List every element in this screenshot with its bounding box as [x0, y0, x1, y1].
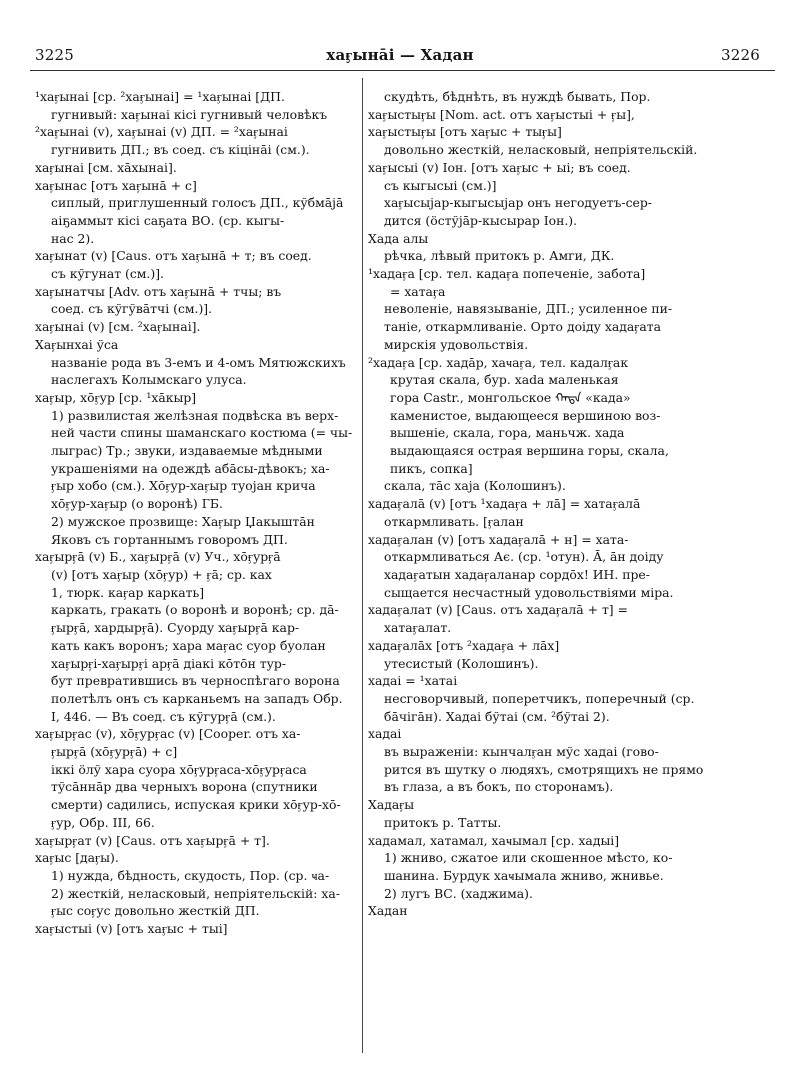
entry-text-line: выдающаяся острая вершина горы, скала,	[390, 443, 669, 459]
entry-text-line: каркать, гракать (о воронѣ и воронѣ; ср. дā-	[51, 602, 339, 618]
entry-text-line: 2) лугъ ВС. (хаджима).	[384, 885, 533, 901]
entry-text-line: откармливать. [ӻалан	[384, 513, 524, 529]
entry-text-line: ней части спины шаманскаго костюма (= чы-	[51, 425, 353, 441]
right-column	[368, 88, 768, 920]
entry-text-line: 1, тюрк. каӻар каркать]	[51, 584, 205, 600]
entry-headword-line: хаӻыстыӻы [Nom. act. отъ хаӻыстыі + ӻы],	[368, 106, 635, 122]
entry-text-line: тўсāннāр два черныхъ ворона (спутники	[51, 779, 318, 795]
entry-text-line: іккі öлў хара суора хōӻурӻаса-хōӻурӻаса	[51, 761, 307, 777]
entry-headword-line: хаӻырӻас (v), хōӻурӻас (v) [Cooper. отъ ха-	[35, 726, 301, 742]
entry-text-line: гугнивить ДП.; въ соед. съ кіцінāі (см.).	[51, 142, 310, 158]
entry-text-line: (v) [отъ хаӻыр (хōӻур) + ӻā; ср. ках	[51, 566, 272, 582]
entry-text-line: пикъ, сопка]	[390, 460, 473, 476]
entry-headword-line: хадаӻалан (v) [отъ хадаӻалā + н] = хата-	[368, 531, 629, 547]
entry-text-line: ӻырӻā, хардырӻā). Суорду хаӻырӻā кар-	[51, 620, 300, 636]
entry-text-line: ӻыр хобо (см.). Хōӻур-хаӻыр туојан крича	[51, 478, 316, 494]
entry-text-line: = хатаӻа	[390, 283, 446, 299]
entry-text-line: смерти) садились, испуская крики хōӻур-хō-	[51, 797, 341, 813]
entry-headword-line: Хадан	[368, 903, 408, 919]
entry-headword-line: хаӻынас [отъ хаӻынā + с]	[35, 177, 197, 193]
entry-headword-line: хаӻынат (v) [Caus. отъ хаӻынā + т; въ соед.	[35, 248, 312, 264]
entry-text-line: дится (öстўјāр-кысырар Іон.).	[384, 212, 578, 228]
entry-text-line: хōӻур-хаӻыр (о воронѣ) ГБ.	[51, 496, 223, 512]
entry-text-line: въ выраженіи: кынчалӻан мўс хадаі (гово-	[384, 744, 659, 760]
left-column	[35, 88, 360, 938]
entry-text-line: вышеніе, скала, гора, маньчж. хада	[390, 425, 625, 441]
entry-headword-line: ²хадаӻа [ср. хадāр, хаҹаӻа, тел. кадалӻак	[368, 354, 629, 370]
left-page-number: 3225	[35, 46, 74, 64]
entry-headword-line: Хаӻынхаі ўса	[35, 336, 119, 352]
entry-text-line: хаӻырӻі-хаӻырӻі арӻā діакі кōтōн тур-	[51, 655, 287, 671]
entry-text-line: 2) мужское прозвище: Хаӻыр Џакыштāн	[51, 513, 315, 529]
entry-headword-line: ¹хаӻынаі [ср. ²хаӻынаі] = ¹хаӻынаі [ДП.	[35, 89, 285, 104]
entry-headword-line: хаӻыр, хōӻур [ср. ¹хāкыр]	[35, 389, 197, 405]
entry-text-line: шанина. Бурдук хаҹымала жниво, жнивье.	[384, 867, 664, 883]
entry-headword-line: хаӻынаі [см. хāхынаі].	[35, 159, 177, 175]
entry-headword-line: хадамал, хатамал, хаҹымал [ср. хадыі]	[368, 832, 620, 848]
entry-headword-line: хаӻыс [даӻы).	[35, 850, 119, 866]
entry-text-line: откармливаться Ає. (ср. ¹отун). Ā, āн доіду	[384, 549, 664, 565]
running-header-title: хаӻынāi — Хадан	[326, 46, 474, 64]
entry-text-line: въ глаза, а въ бокъ, по сторонамъ).	[384, 779, 614, 795]
entry-headword-line: хадаӻалāх [отъ ²хадаӻа + лāх]	[368, 637, 560, 653]
entry-text-line: кать какъ воронъ; хара маӻас суор буолан	[51, 637, 326, 653]
entry-text-line: ӻур, Обр. III, 66.	[51, 814, 155, 830]
entry-headword-line: хаӻысыі (v) Іон. [отъ хаӻыс + ыі; въ соед.	[368, 159, 631, 175]
entry-headword-line: хадаі	[368, 726, 402, 742]
entry-text-line: неволеніе, навязываніе, ДП.; усиленное пи-	[384, 301, 673, 317]
entry-text-line: сыщается несчастный удовольствіями міра.	[384, 584, 674, 600]
entry-headword-line: ¹хадаӻа [ср. тел. кадаӻа попеченіе, забота]	[368, 266, 646, 282]
entry-text-line: ӻыс соӻус довольно жесткій ДП.	[51, 903, 260, 919]
entry-text-line: Яковъ съ гортаннымъ говоромъ ДП.	[51, 531, 288, 547]
entry-headword-line: хаӻынатчы [Adv. отъ хаӻынā + тчы; въ	[35, 283, 282, 299]
entry-text-line: рится въ шутку о людяхъ, смотрящихъ не прямо	[384, 761, 704, 777]
entry-text-line: хаӻысыјар-кыгысыјар онъ негодуетъ-сер-	[384, 195, 652, 211]
entry-text-line: нас 2).	[51, 230, 95, 246]
entry-text-line: бут превратившись въ черноспѣгаго ворона	[51, 673, 340, 689]
entry-text-line: лыграс) Тр.; звуки, издаваемые мѣдными	[51, 443, 323, 459]
entry-text-line: хадаӻатын хадаӻаланар сордōх! ИН. пре-	[384, 566, 650, 582]
entry-text-line: соед. съ кўгўвāтчі (см.)].	[51, 301, 213, 317]
entry-text-line: 1) нужда, бѣдность, скудость, Пор. (ср. ҹа-	[51, 867, 330, 883]
entry-headword-line: хадаі = ¹хатаі	[368, 673, 458, 689]
entry-text-line: наслегахъ Колымскаго улуса.	[51, 372, 247, 388]
entry-text-line: 2) жесткій, неласковый, непріятельскій: ха-	[51, 885, 340, 901]
right-page-number: 3226	[721, 46, 760, 64]
entry-headword-line: хадаӻалат (v) [Caus. отъ хадаӻалā + т] =	[368, 602, 628, 618]
entry-text-line: притокъ р. Татты.	[384, 814, 502, 830]
entry-text-line: полетѣлъ онъ съ карканьемъ на западъ Обр.	[51, 690, 343, 706]
entry-text-line: таніе, откармливаніе. Орто доіду хадаӻата	[384, 319, 661, 335]
entry-text-line: съ кўгунат (см.)].	[51, 266, 164, 282]
entry-text-line: бāчігāн). Хадаі бўтаі (см. ²бўтаі 2).	[384, 708, 610, 724]
entry-headword-line: Хадаӻы	[368, 797, 415, 813]
entry-text-line: крутая скала, бур. хаdа маленькая	[390, 372, 619, 388]
entry-text-line: довольно жесткій, неласковый, непріятельскій.	[384, 142, 698, 158]
entry-text-line: названіе рода въ 3-емъ и 4-омъ Мятюжскихъ	[51, 354, 346, 370]
entry-text-line: каменистое, выдающееся вершиною воз-	[390, 407, 661, 423]
entry-text-line: мирскія удовольствія.	[384, 336, 529, 352]
entry-text-line: скудѣть, бѣднѣть, въ нуждѣ бывать, Пор.	[384, 89, 651, 104]
entry-text-line: 1) жниво, сжатое или скошенное мѣсто, ко-	[384, 850, 673, 866]
entry-text-line: съ кыгысыі (см.)]	[384, 177, 497, 193]
entry-text-line: 1) развилистая желѣзная подвѣска въ верх-	[51, 407, 339, 423]
entry-text-line: сиплый, приглушенный голосъ ДП., кўбмājā	[51, 195, 344, 211]
entry-text-line: аiҕаммыт кісі саҕата ВО. (ср. кыгы-	[51, 212, 285, 228]
entry-text-line: украшеніями на одеждѣ абāсы-дѣвокъ; ха-	[51, 460, 330, 476]
entry-text-line: хатаӻалат.	[384, 620, 452, 636]
entry-headword-line: хадаӻалā (v) [отъ ¹хадаӻа + лā] = хатаӻалā	[368, 496, 641, 512]
entry-headword-line: хаӻырӻā (v) Б., хаӻырӻā (v) Уч., хōӻурӻā	[35, 549, 281, 565]
entry-headword-line: хаӻынаі (v) [см. ²хаӻынаі].	[35, 319, 201, 335]
entry-text-line: гугнивый: хаӻынаі кісі гугнивый человѣкъ	[51, 106, 328, 122]
entry-text-line: гора Castr., монгольское ᠬᠠᠳᠠ «када»	[390, 389, 631, 405]
entry-text-line: I, 446. — Въ соед. съ кўгурӻā (см.).	[51, 708, 276, 724]
entry-text-line: несговорчивый, поперетчикъ, поперечный (ср.	[384, 690, 695, 706]
entry-text-line: рѣчка, лѣвый притокъ р. Амги, ДК.	[384, 248, 615, 264]
entry-text-line: скала, тāс хаја (Колошинъ).	[384, 478, 566, 494]
entry-headword-line: Хада алы	[368, 230, 429, 246]
entry-headword-line: хаӻыстыі (v) [отъ хаӻыс + тыі]	[35, 921, 228, 937]
entry-headword-line: ²хаӻынаі (v), хаӻынаі (v) ДП. = ²хаӻынаі	[35, 124, 288, 140]
entry-text-line: утесистый (Колошинъ).	[384, 655, 539, 671]
entry-headword-line: хаӻыстыӻы [отъ хаӻыс + тыӻы]	[368, 124, 562, 140]
entry-headword-line: хаӻырӻат (v) [Caus. отъ хаӻырӻā + т].	[35, 832, 270, 848]
column-divider	[362, 78, 363, 1053]
header-rule	[30, 70, 775, 71]
entry-text-line: ӻырӻā (хōӻурӻā) + с]	[51, 744, 178, 760]
